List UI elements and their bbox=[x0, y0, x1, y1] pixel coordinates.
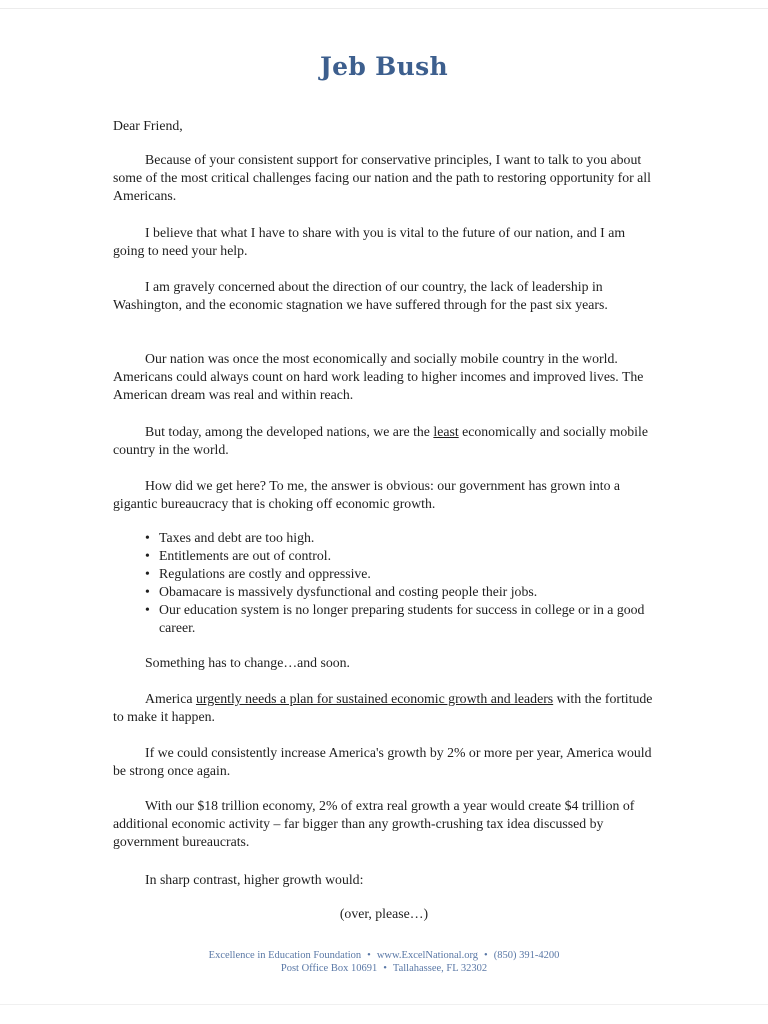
bullet-item: • Entitlements are out of control. bbox=[145, 548, 332, 563]
paragraph-5-start: But today, among the developed nations, we are the bbox=[145, 424, 434, 439]
page-bottom-edge bbox=[0, 1004, 768, 1005]
bullet-item: • Taxes and debt are too high. bbox=[145, 530, 315, 545]
footer-website: www.ExcelNational.org bbox=[376, 950, 479, 961]
underlined-least: least bbox=[433, 424, 459, 439]
paragraph-10: With our $18 trillion economy, 2% of extra real growth a year would create $4 trillion of additional economic activity – far bigger than any growth-crushing tax idea discussed by government bureaucrats. bbox=[113, 798, 635, 849]
footer-phone: (850) 391-4200 bbox=[493, 950, 560, 961]
paragraph-3: I am gravely concerned about the direction of our country, the lack of leadership in Washington, and the economic stagnation we have suffered through for the past six years. bbox=[113, 279, 608, 312]
paragraph-1: Because of your consistent support for conservative principles, I want to talk to you about some of the most critical challenges facing our nation and the path to restoring opportunity for all Americans. bbox=[113, 152, 651, 203]
bullet-item: • Regulations are costly and oppressive. bbox=[145, 566, 371, 581]
bullet-dot: • bbox=[145, 584, 150, 599]
paragraph-8-end: with the fortitude to make it happen. bbox=[113, 691, 653, 724]
footer-org: Excellence in Education Foundation bbox=[208, 950, 362, 961]
bullet-dot: • bbox=[145, 602, 150, 617]
footer-line-1 bbox=[0, 949, 768, 962]
footer-line-2 bbox=[0, 962, 768, 975]
paragraph-9: If we could consistently increase America's growth by 2% or more per year, America would be strong once again. bbox=[113, 745, 652, 778]
paragraph-5-end: economically and socially mobile country in the world. bbox=[113, 424, 648, 457]
bullet-item: • Obamacare is massively dysfunctional and costing people their jobs. bbox=[145, 584, 538, 599]
paragraph-2: I believe that what I have to share with you is vital to the future of our nation, and I am going to need your help. bbox=[113, 225, 626, 258]
bullet-dot: • bbox=[145, 530, 150, 545]
footer-separator: • bbox=[484, 950, 488, 961]
continued-note: (over, please…) bbox=[339, 906, 429, 921]
bullet-list bbox=[145, 529, 665, 637]
bullet-dot: • bbox=[145, 566, 150, 581]
paragraph-8-start: America bbox=[145, 691, 196, 706]
paragraph-11: In sharp contrast, higher growth would: bbox=[145, 872, 364, 887]
footer-city: Tallahassee, FL 32302 bbox=[392, 963, 488, 974]
salutation: Dear Friend, bbox=[113, 118, 183, 133]
paragraph-4: Our nation was once the most economically and socially mobile country in the world. Americans could always count on hard work leading to higher incomes and improved lives. The American dream was real and within reach. bbox=[113, 351, 644, 402]
page-top-edge bbox=[0, 8, 768, 9]
paragraph-8 bbox=[113, 690, 658, 726]
underlined-phrase: urgently needs a plan for sustained economic growth and leaders bbox=[195, 691, 554, 706]
footer-separator: • bbox=[383, 963, 387, 974]
letterhead-name: Jeb Bush bbox=[320, 52, 448, 81]
paragraph-6: How did we get here? To me, the answer is obvious: our government has grown into a gigantic bureaucracy that is choking off economic growth. bbox=[113, 478, 621, 511]
paragraph-7: Something has to change…and soon. bbox=[145, 655, 351, 670]
bullet-item: • Our education system is no longer preparing students for success in college or in a good career. bbox=[145, 602, 645, 635]
bullet-dot: • bbox=[145, 548, 150, 563]
paragraph-5 bbox=[113, 423, 658, 459]
footer-separator: • bbox=[367, 950, 371, 961]
footer-po-box: Post Office Box 10691 bbox=[280, 963, 378, 974]
